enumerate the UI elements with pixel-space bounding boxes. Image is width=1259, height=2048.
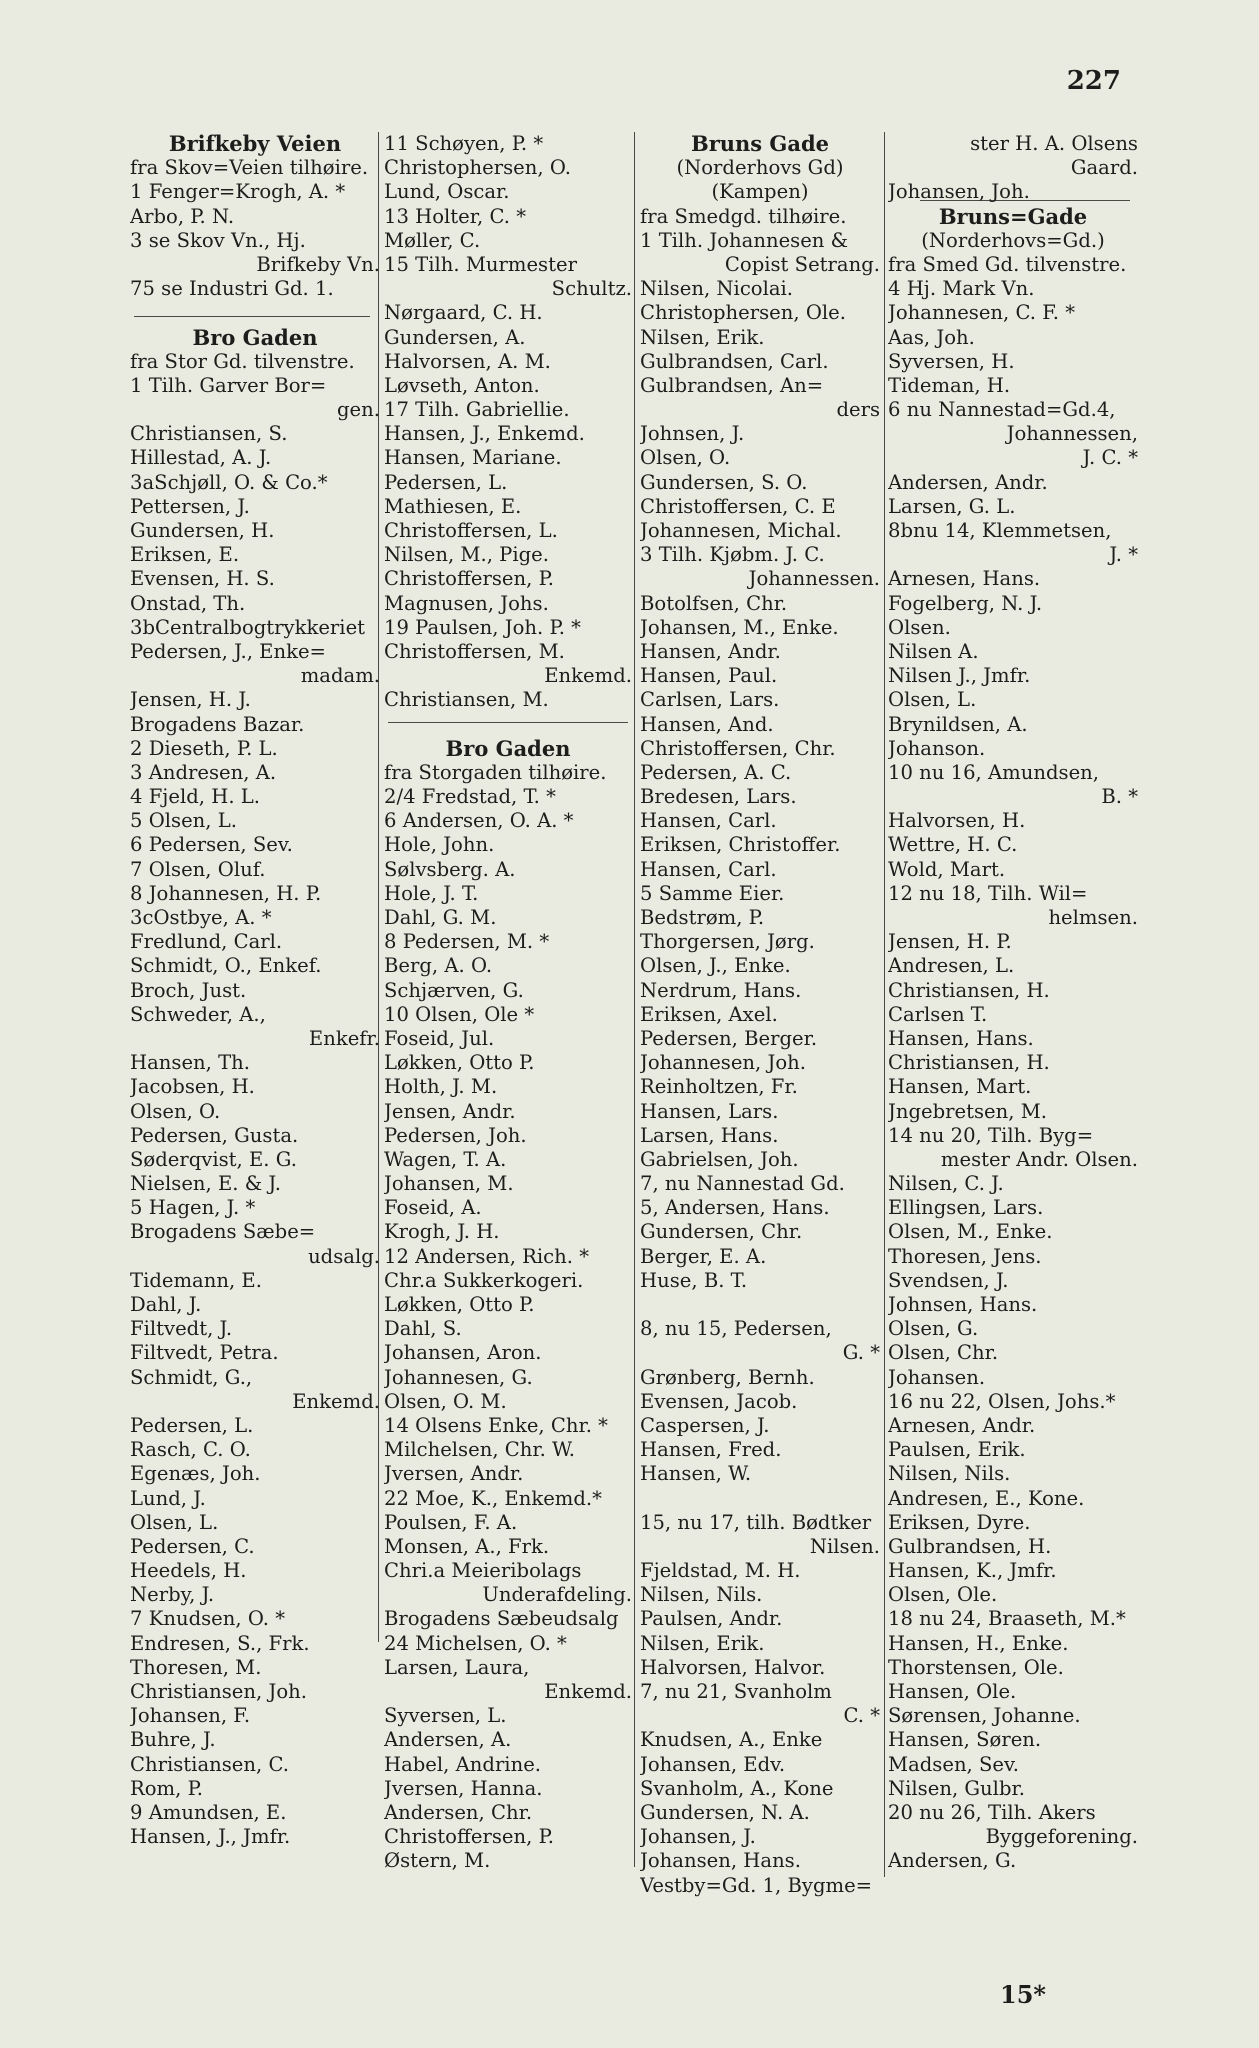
directory-entry: 2/4 Fredstad, T. * [384,785,556,809]
directory-entry: 9 Amundsen, E. [130,1800,287,1824]
directory-entry: 3 Tilh. Kjøbm. J. C. [640,543,825,567]
directory-entry: Holth, J. M. [384,1075,498,1099]
directory-entry: Hansen, Paul. [640,664,778,688]
directory-entry [640,1487,880,1511]
directory-entry: Gaard. [1070,156,1138,180]
directory-entry: Gulbrandsen, Carl. [640,349,829,373]
column-3 [640,132,880,1898]
directory-entry: 15 Tilh. Murmester [384,252,577,276]
directory-entry: Bedstrøm, P. [640,906,765,929]
directory-entry: C. * [843,1704,880,1728]
directory-entry: Nilsen. [809,1534,880,1558]
directory-entry: Wettre, H. C. [888,833,1018,857]
directory-entry: Byggeforening. [985,1825,1138,1849]
directory-entry: Carlsen T. [888,1002,988,1026]
directory-entry: Thoresen, Jens. [888,1244,1042,1268]
directory-entry: Olsen, L. [888,688,977,712]
directory-entry: fra Smed Gd. tilvenstre. [888,252,1127,276]
directory-entry: Hole, J. T. [384,881,479,905]
street-heading: Bruns Gade [690,132,830,156]
directory-entry: Hansen, Ole. [888,1680,1017,1703]
directory-entry: Aas, Joh. [888,325,975,349]
directory-entry: Underafdeling. [482,1583,632,1607]
directory-entry: G. * [842,1341,880,1365]
directory-entry: Johannessen. [748,567,880,591]
directory-entry: Mathiesen, E. [384,494,522,518]
directory-entry: Møller, C. [384,228,481,252]
directory-entry: Nilsen, Erik. [640,1631,765,1655]
directory-entry: Thorgersen, Jørg. [640,930,815,954]
directory-entry: Filtvedt, J. [130,1317,233,1341]
directory-entry: Gundersen, S. O. [640,470,808,494]
directory-entry: Olsen. [888,615,951,639]
directory-entry: Pedersen, Gusta. [130,1123,299,1147]
directory-entry: Evensen, Jacob. [640,1389,798,1413]
directory-entry: 17 Tilh. Gabriellie. [384,398,570,422]
directory-entry: 7, nu 21, Svanholm [640,1680,832,1703]
directory-entry: Hansen, K., Jmfr. [888,1559,1057,1583]
directory-entry: Hansen, H., Enke. [888,1631,1069,1655]
directory-entry: Johansen, F. [130,1704,251,1728]
directory-entry: Hansen, Th. [130,1051,251,1075]
directory-entry: Lund, J. [130,1486,206,1510]
directory-entry: Olsen, Chr. [888,1341,999,1365]
directory-entry: Halvorsen, Halvor. [640,1655,826,1679]
directory-entry: Fjeldstad, M. H. [640,1559,801,1583]
directory-entry: Christophersen, O. [384,156,571,180]
directory-entry: gen. [337,398,380,422]
directory-entry: Nilsen J., Jmfr. [888,664,1031,688]
directory-entry: Hansen, W. [640,1462,752,1486]
directory-entry: Christiansen, H. [888,1051,1050,1075]
directory-entry: Christoffersen, M. [384,639,565,663]
directory-entry: Hansen, Hans. [888,1026,1034,1050]
directory-entry: Christoffersen, P. [384,567,555,591]
directory-entry: Løkken, Otto P. [384,1051,535,1075]
directory-entry: Schjærven, G. [384,978,524,1002]
directory-entry: 4 Hj. Mark Vn. [888,277,1035,301]
directory-entry: Johannesen, Michal. [640,519,842,542]
directory-entry: Chr.a Sukkerkogeri. [384,1268,584,1292]
directory-entry: Monsen, A., Frk. [384,1534,550,1558]
directory-entry: Jensen, Andr. [384,1099,516,1123]
directory-entry: fra Skov=Veien tilhøire. [130,156,369,180]
page-number: 227 [1066,66,1121,96]
directory-entry: Olsen, G. [888,1317,979,1341]
directory-entry: Poulsen, F. A. [384,1510,518,1534]
directory-entry: Grønberg, Bernh. [640,1365,815,1389]
directory-entry: Brogadens Sæbeudsalg [384,1607,619,1631]
directory-entry: Huse, B. T. [640,1268,748,1292]
directory-entry: Christoffersen, C. E [640,494,836,518]
directory-entry: 6 Pedersen, Sev. [130,833,293,857]
directory-entry: Andersen, G. [888,1849,1017,1873]
directory-entry: Arnesen, Andr. [888,1413,1036,1437]
directory-entry: Pedersen, A. C. [640,760,792,784]
directory-entry: Andersen, Andr. [888,470,1048,494]
directory-entry: 22 Moe, K., Enkemd.* [384,1486,602,1510]
directory-entry: Christiansen, M. [384,688,549,712]
directory-entry: Fogelberg, N. J. [888,591,1043,615]
directory-entry: Enkefr. [308,1026,380,1050]
directory-entry: 20 nu 26, Tilh. Akers [888,1800,1096,1824]
directory-entry: Christophersen, Ole. [640,301,846,325]
directory-entry: Johansen, Hans. [640,1849,801,1873]
directory-entry: Jngebretsen, M. [888,1099,1048,1123]
street-heading: Bro Gaden [445,736,571,761]
directory-entry: Gabrielsen, Joh. [640,1147,799,1171]
directory-entry: 7, nu Nannestad Gd. [640,1172,845,1196]
directory-entry: Hansen, Carl. [640,857,777,881]
directory-entry: (Norderhovs=Gd.) [921,228,1105,252]
directory-entry: 6 Andersen, O. A. * [384,809,574,833]
directory-entry: Nilsen, Gulbr. [888,1776,1025,1800]
directory-entry: 6 nu Nannestad=Gd.4, [888,398,1116,422]
directory-entry: Brifkeby Vn. [256,252,380,276]
directory-entry: Larsen, Hans. [640,1123,779,1147]
directory-entry: Evensen, H. S. [130,567,275,591]
directory-entry: Schweder, A., [130,1002,266,1026]
directory-entry: Hole, John. [384,833,495,857]
directory-entry: Jensen, H. J. [130,688,251,712]
directory-entry: Paulsen, Andr. [640,1607,783,1631]
directory-entry: Johansen. [888,1365,986,1389]
directory-entry: Pedersen, L. [130,1413,254,1437]
directory-entry: Berger, E. A. [640,1244,767,1268]
directory-entry: 75 se Industri Gd. 1. [130,277,334,301]
directory-entry: 10 Olsen, Ole * [384,1002,535,1026]
directory-entry: Christiansen, C. [130,1752,289,1776]
directory-entry: Christoffersen, P. [384,1825,555,1849]
directory-entry: 4 Fjeld, H. L. [130,785,261,809]
directory-entry: 11 Schøyen, P. * [384,132,544,155]
directory-entry: Heedels, H. [130,1559,247,1583]
signature-mark: 15* [1000,1980,1046,2009]
directory-entry: 18 nu 24, Braaseth, M.* [888,1607,1126,1631]
directory-entry: 7 Knudsen, O. * [130,1607,286,1631]
directory-entry: Løkken, Otto P. [384,1293,535,1316]
directory-entry: Krogh, J. H. [384,1220,500,1244]
directory-entry: Nilsen A. [888,639,979,663]
directory-entry: 3 Andresen, A. [130,760,277,784]
directory-entry: Eriksen, E. [130,543,240,567]
directory-entry: Andresen, E., Kone. [888,1486,1085,1510]
directory-entry: Pedersen, L. [384,470,508,494]
directory-entry: Schultz. [551,277,632,301]
directory-entry: 1 Fenger=Krogh, A. * [130,180,346,204]
directory-entry: fra Storgaden tilhøire. [384,760,607,784]
directory-entry: Berg, A. O. [384,954,493,978]
directory-entry: 1 Tilh. Johannesen & [640,228,849,252]
directory-entry: 8, nu 15, Pedersen, [640,1317,832,1341]
directory-entry: 14 Olsens Enke, Chr. * [384,1413,608,1437]
directory-entry: 8bnu 14, Klemmetsen, [888,519,1112,542]
directory-entry: Foseid, Jul. [384,1026,495,1050]
directory-entry [384,713,632,737]
directory-entry: Hansen, J., Jmfr. [130,1825,291,1849]
directory-entry: Syversen, H. [888,349,1015,373]
directory-entry: 5 Samme Eier. [640,881,785,905]
directory-entry: Pettersen, J. [130,494,250,518]
directory-entry: 15, nu 17, tilh. Bødtker [640,1510,872,1534]
directory-entry: Egenæs, Joh. [130,1462,261,1486]
directory-entry: 13 Holter, C. * [384,204,526,228]
directory-entry: Hillestad, A. J. [130,446,272,470]
directory-entry: Hansen, Andr. [640,639,781,663]
directory-entry: Vestby=Gd. 1, Bygme= [640,1873,873,1897]
column-2 [384,132,632,1874]
directory-entry: Jensen, H. P. [888,930,1012,954]
directory-entry: Olsen, O. [130,1099,221,1123]
directory-entry: Svanholm, A., Kone [640,1776,834,1800]
directory-entry: Filtvedt, Petra. [130,1341,279,1365]
directory-entry: Johansen, M. [384,1172,514,1196]
directory-entry: Reinholtzen, Fr. [640,1075,798,1099]
directory-entry: Brogadens Sæbe= [130,1220,316,1244]
directory-entry: Hansen, And. [640,712,774,736]
directory-entry: Andersen, A. [384,1728,512,1752]
directory-entry [640,1293,880,1317]
directory-entry: Hansen, Carl. [640,809,777,833]
directory-entry: 7 Olsen, Oluf. [130,857,266,881]
directory-entry: Christiansen, S. [130,422,288,446]
directory-entry: 19 Paulsen, Joh. P. * [384,615,581,639]
directory-entry: Hansen, Lars. [640,1099,779,1123]
directory-entry: Wagen, T. A. [384,1147,507,1171]
directory-entry: Johansen, Edv. [640,1752,786,1776]
directory-entry: Dahl, S. [384,1317,462,1341]
directory-entry: 12 Andersen, Rich. * [384,1244,590,1268]
directory-entry: Sørensen, Johanne. [888,1704,1081,1728]
directory-entry [130,301,380,325]
directory-entry: Johannesen, C. F. * [888,301,1076,325]
directory-entry: 2 Dieseth, P. L. [130,736,278,760]
directory-entry: Enkemd. [544,1680,632,1703]
street-heading: Brifkeby Veien [168,132,342,156]
directory-entry: Chri.a Meieribolags [384,1559,582,1583]
directory-entry: Endresen, S., Frk. [130,1631,310,1655]
directory-entry: Foseid, A. [384,1196,482,1220]
directory-entry: 12 nu 18, Tilh. Wil= [888,881,1088,905]
directory-entry: Habel, Andrine. [384,1752,542,1776]
directory-entry: Paulsen, Erik. [888,1438,1026,1462]
directory-entry: Enkemd. [544,664,632,688]
directory-entry: Lund, Oscar. [384,180,510,204]
directory-entry: Gundersen, Chr. [640,1220,803,1244]
directory-entry: Dahl, J. [130,1293,202,1316]
directory-entry: Milchelsen, Chr. W. [384,1438,575,1462]
directory-entry: Pedersen, Berger. [640,1026,818,1050]
directory-entry: Gundersen, H. [130,519,275,542]
directory-entry: Eriksen, Christoffer. [640,833,841,857]
directory-entry: Hansen, Mariane. [384,446,562,470]
directory-entry: mester Andr. Olsen. [940,1147,1138,1171]
directory-entry: Nilsen, M., Pige. [384,543,549,567]
directory-entry: Arnesen, Hans. [888,567,1041,591]
directory-entry: Eriksen, Dyre. [888,1510,1031,1534]
directory-entry: Bredesen, Lars. [640,785,797,809]
directory-entry: Johansen, M., Enke. [640,615,839,639]
directory-entry: Johannessen, [1006,422,1138,446]
street-heading: Bro Gaden [192,325,318,350]
directory-entry: madam. [300,664,380,688]
directory-entry: Johansen, Aron. [384,1341,542,1365]
directory-entry: Pedersen, C. [130,1534,255,1558]
directory-entry: 14 nu 20, Tilh. Byg= [888,1123,1094,1147]
directory-entry: Pedersen, J., Enke= [130,639,326,663]
directory-entry: Magnusen, Johs. [384,591,549,615]
directory-entry: Olsen, M., Enke. [888,1220,1053,1244]
directory-entry: Gulbrandsen, An= [640,373,824,397]
directory-entry: 5 Olsen, L. [130,809,237,833]
directory-entry: Nilsen, C. J. [888,1172,1004,1196]
directory-entry: Johnsen, Hans. [888,1293,1038,1316]
directory-entry: Thorstensen, Ole. [888,1655,1064,1679]
directory-entry: Christoffersen, L. [384,519,558,542]
directory-entry: Tideman, H. [888,373,1011,397]
directory-entry: (Norderhovs Gd) [676,156,844,180]
directory-entry: Gulbrandsen, H. [888,1534,1052,1558]
directory-entry: 3aSchjøll, O. & Co.* [130,470,328,494]
directory-entry: Botolfsen, Chr. [640,591,788,615]
directory-entry: Arbo, P. N. [130,204,235,228]
directory-entry: Johnsen, J. [640,422,745,446]
directory-entry: Svendsen, J. [888,1268,1009,1292]
directory-entry: 16 nu 22, Olsen, Johs.* [888,1389,1116,1413]
directory-entry: Hansen, Fred. [640,1438,782,1462]
column-divider [884,132,885,1877]
directory-entry: 24 Michelsen, O. * [384,1631,567,1655]
directory-entry: ders [836,398,880,422]
column-1 [130,132,380,1849]
directory-entry: udsalg. [308,1244,380,1268]
directory-entry: 5 Hagen, J. * [130,1196,256,1220]
directory-entry: Johannesen, G. [384,1365,533,1389]
directory-entry: Gundersen, A. [384,325,526,349]
directory-entry: Olsen, O. M. [384,1389,507,1413]
directory-entry: Thoresen, M. [130,1655,262,1679]
directory-entry: fra Smedgd. tilhøire. [640,204,847,228]
directory-entry: Onstad, Th. [130,591,246,615]
directory-entry: Johansen, J. [640,1825,756,1849]
directory-entry: Eriksen, Axel. [640,1002,778,1026]
directory-entry: Løvseth, Anton. [384,373,540,397]
directory-entry: ster H. A. Olsens [970,132,1138,155]
directory-entry: Rom, P. [130,1776,204,1800]
directory-entry: Rasch, C. O. [130,1438,251,1462]
directory-entry: Wold, Mart. [888,857,1006,881]
directory-entry: 1 Tilh. Garver Bor= [130,373,327,397]
directory-entry: Copist Setrang. [724,252,880,276]
directory-entry: Nilsen, Nils. [888,1462,1011,1486]
directory-entry: Nilsen, Nicolai. [640,277,794,301]
directory-entry: Østern, M. [384,1849,491,1873]
directory-entry: Andersen, Chr. [384,1800,533,1824]
directory-entry: Nerby, J. [130,1583,215,1607]
directory-entry: Nilsen, Nils. [640,1583,763,1607]
directory-entry: 5, Andersen, Hans. [640,1196,830,1220]
directory-entry: Johannesen, Joh. [640,1051,807,1075]
directory-entry: Johansen, Joh. [888,180,1030,204]
directory-entry: J. * [1109,543,1138,567]
directory-entry: Andresen, L. [888,954,1015,978]
directory-entry: (Kampen) [711,180,809,204]
directory-entry: Jversen, Andr. [384,1462,524,1486]
directory-entry: 3cOstbye, A. * [130,906,272,929]
directory-entry: Syversen, L. [384,1704,507,1728]
directory-entry: Halvorsen, A. M. [384,349,551,373]
directory-entry: Larsen, Laura, [384,1655,530,1679]
directory-entry: Nilsen, Erik. [640,325,765,349]
directory-entry: Jversen, Hanna. [384,1776,543,1800]
directory-entry: fra Stor Gd. tilvenstre. [130,349,355,373]
directory-entry: Olsen, J., Enke. [640,954,791,978]
directory-entry: Søderqvist, E. G. [130,1147,297,1171]
directory-entry: Dahl, G. M. [384,906,497,929]
directory-entry: Fredlund, Carl. [130,930,283,954]
directory-entry: Nørgaard, C. H. [384,301,543,325]
directory-entry: Olsen, L. [130,1510,219,1534]
directory-entry: Brogadens Bazar. [130,712,305,736]
directory-entry: Brynildsen, A. [888,712,1028,736]
column-divider [634,132,635,1867]
directory-entry: Ellingsen, Lars. [888,1196,1044,1220]
directory-entry: 10 nu 16, Amundsen, [888,760,1100,784]
directory-entry: 3 se Skov Vn., Hj. [130,228,306,252]
directory-entry: 3bCentralbogtrykkeriet [130,615,366,639]
directory-entry: Christiansen, Joh. [130,1680,307,1703]
directory-entry: Christiansen, H. [888,978,1050,1002]
directory-entry: Hansen, Søren. [888,1728,1042,1752]
directory-entry: Schmidt, O., Enkef. [130,954,322,978]
directory-entry: helmsen. [1048,906,1138,929]
directory-entry: Caspersen, J. [640,1413,770,1437]
directory-entry: Buhre, J. [130,1728,216,1752]
directory-entry: Broch, Just. [130,978,247,1002]
directory-entry: Larsen, G. L. [888,494,1016,518]
directory-entry: Halvorsen, H. [888,809,1026,833]
directory-entry: Schmidt, G., [130,1365,253,1389]
directory-entry: Tidemann, E. [130,1268,262,1292]
directory-entry: Carlsen, Lars. [640,688,780,712]
directory-entry: Gundersen, N. A. [640,1800,810,1824]
directory-entry: Hansen, J., Enkemd. [384,422,585,446]
column-4 [888,132,1138,1874]
directory-entry: Knudsen, A., Enke [640,1728,823,1752]
directory-entry: 8 Pedersen, M. * [384,930,550,954]
directory-entry: Nielsen, E. & J. [130,1172,281,1196]
directory-entry: Madsen, Sev. [888,1752,1020,1776]
directory-entry: Johanson. [888,736,986,760]
directory-entry: Jacobsen, H. [130,1075,255,1099]
directory-entry: Hansen, Mart. [888,1075,1032,1099]
directory-entry: Pedersen, Joh. [384,1123,527,1147]
directory-entry: Olsen, O. [640,446,731,470]
directory-entry: 8 Johannesen, H. P. [130,881,322,905]
directory-entry: B. * [1101,785,1138,809]
directory-entry: Nerdrum, Hans. [640,978,802,1002]
directory-entry: J. C. * [1082,446,1138,470]
directory-entry: Olsen, Ole. [888,1583,998,1607]
directory-entry: Christoffersen, Chr. [640,736,836,760]
directory-entry: Enkemd. [292,1389,380,1413]
street-heading: Bruns=Gade [938,204,1088,229]
directory-entry: Sølvsberg. A. [384,857,516,881]
